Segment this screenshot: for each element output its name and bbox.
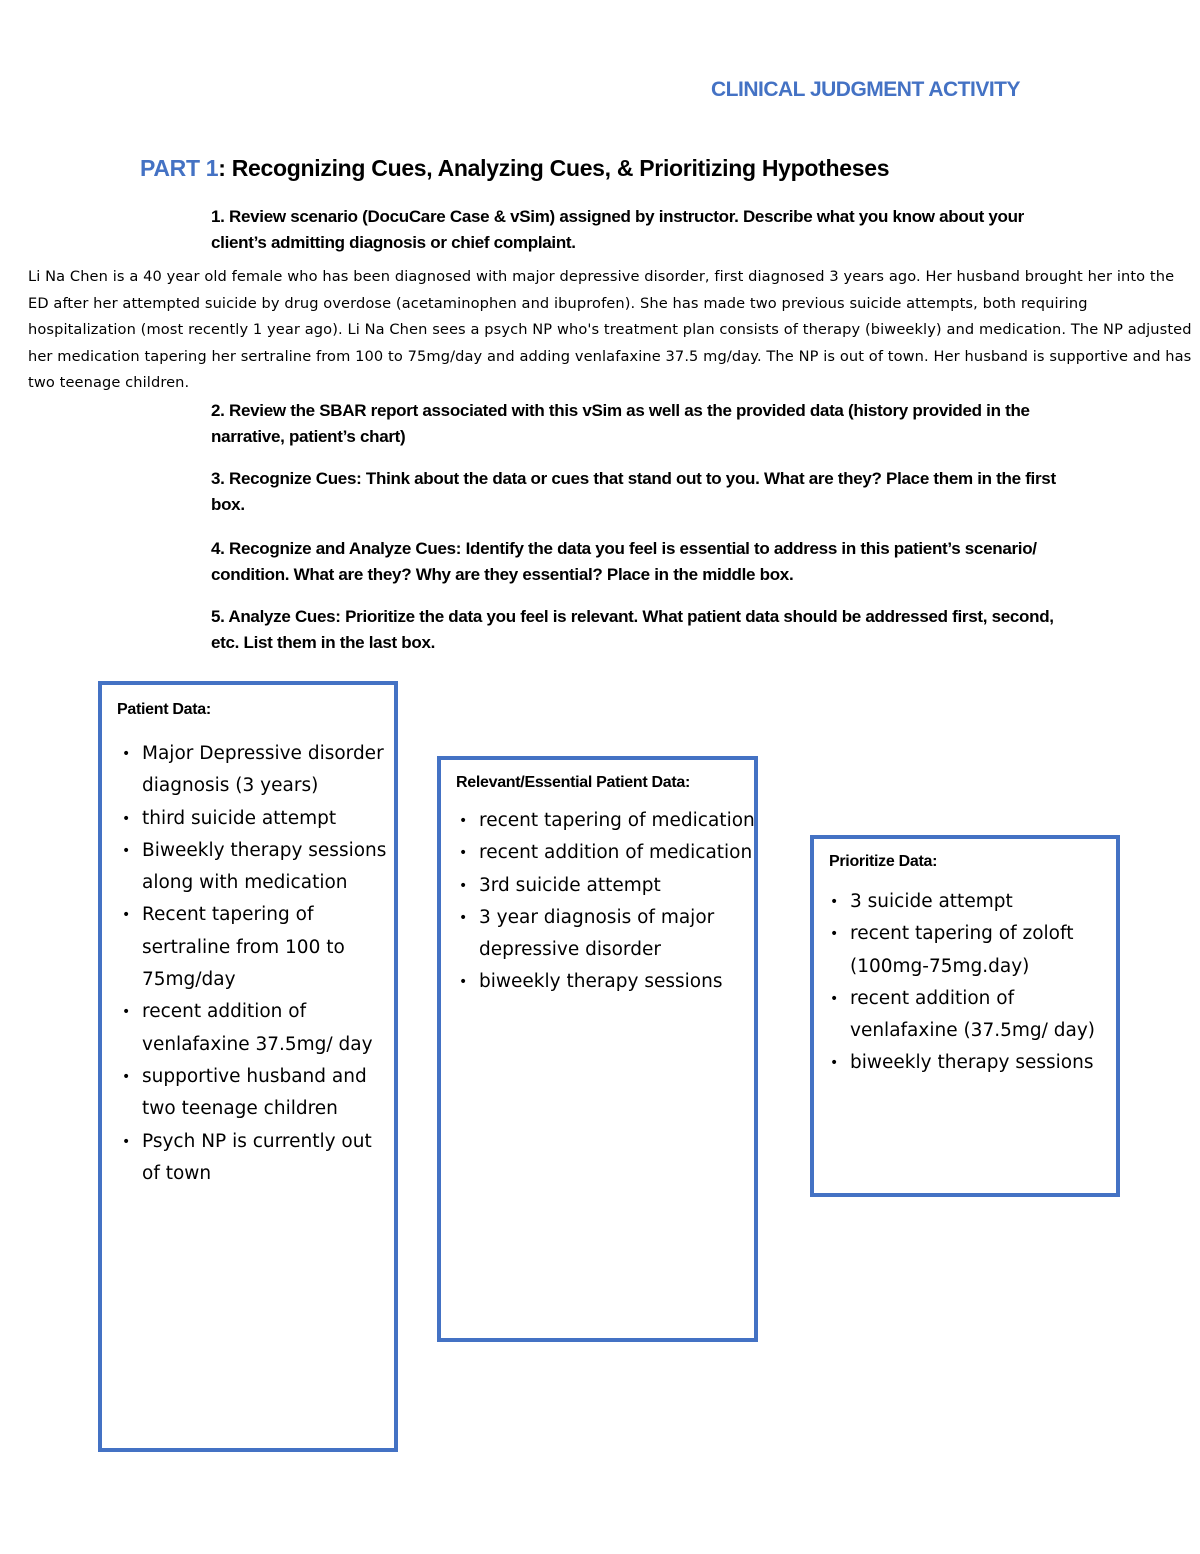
prioritize-data-title: Prioritize Data: xyxy=(829,853,938,870)
relevant-data-title: Relevant/Essential Patient Data: xyxy=(456,774,691,791)
question-3: 3. Recognize Cues: Think about the data or cues that stand out to you. What are they? Place them in the first box. xyxy=(211,469,1056,514)
question-1: 1. Review scenario (DocuCare Case & vSim) assigned by instructor. Describe what you know about your client’s admitting diagnosis or chief complaint. xyxy=(211,207,1024,252)
list-item: • recent tapering of medication xyxy=(457,805,757,837)
prioritize-data-list xyxy=(828,886,1118,1080)
list-item: • recent addition of venlafaxine 37.5mg/ day xyxy=(120,996,392,1061)
question-4: 4. Recognize and Analyze Cues: Identify the data you feel is essential to address in this patient’s scenario/ condition. What are they? Why are they essential? Place in the middle box. xyxy=(211,539,1037,584)
list-item: • recent addition of medication xyxy=(457,837,757,869)
relevant-data-list xyxy=(457,805,757,999)
list-item: • Biweekly therapy sessions along with medication xyxy=(120,835,392,900)
question-2: 2. Review the SBAR report associated with this vSim as well as the provided data (history provided in the narrative, patient’s chart) xyxy=(211,401,1030,446)
document-header-title: CLINICAL JUDGMENT ACTIVITY xyxy=(711,78,1021,101)
list-item: • biweekly therapy sessions xyxy=(457,966,757,998)
list-item: • recent tapering of zoloft (100mg-75mg.day) xyxy=(828,918,1118,983)
relevant-data-box xyxy=(437,756,758,1342)
patient-data-box xyxy=(98,681,398,1452)
list-item: • third suicide attempt xyxy=(120,803,392,835)
patient-data-title: Patient Data: xyxy=(117,701,211,718)
list-item: • 3rd suicide attempt xyxy=(457,870,757,902)
list-item: • recent addition of venlafaxine (37.5mg/ day) xyxy=(828,983,1118,1048)
part-heading xyxy=(140,155,889,182)
list-item: • Psych NP is currently out of town xyxy=(120,1126,392,1191)
patient-data-list xyxy=(120,738,392,1190)
list-item: • 3 suicide attempt xyxy=(828,886,1118,918)
list-item: • biweekly therapy sessions xyxy=(828,1047,1118,1079)
list-item: • Recent tapering of sertraline from 100 to 75mg/day xyxy=(120,899,392,996)
list-item: • Major Depressive disorder diagnosis (3 years) xyxy=(120,738,392,803)
client-narrative: Li Na Chen is a 40 year old female who has been diagnosed with major depressive disorder, first diagnosed 3 years ago. Her husband brought her into the ED after her attempted suicide by drug overdose (acetaminophen and ibuprofen). She has made two previous suicide attempts, both requiring hospitalization (most recently 1 year ago). Li Na Chen sees a psych NP who's treatment plan consists of therapy (biweekly) and medication. The NP adjusted her medication tapering her sertraline from 100 to 75mg/day and adding venlafaxine 37.5 mg/day. The NP is out of town. Her husband is supportive and has two teenage children. xyxy=(28,268,1192,391)
question-5: 5. Analyze Cues: Prioritize the data you feel is relevant. What patient data should be addressed first, second, etc. List them in the last box. xyxy=(211,607,1054,652)
prioritize-data-box xyxy=(810,835,1120,1197)
list-item: • 3 year diagnosis of major depressive disorder xyxy=(457,902,757,967)
list-item: • supportive husband and two teenage children xyxy=(120,1061,392,1126)
part-label: PART 1 xyxy=(140,155,219,181)
part-title: : Recognizing Cues, Analyzing Cues, & Prioritizing Hypotheses xyxy=(218,155,890,181)
